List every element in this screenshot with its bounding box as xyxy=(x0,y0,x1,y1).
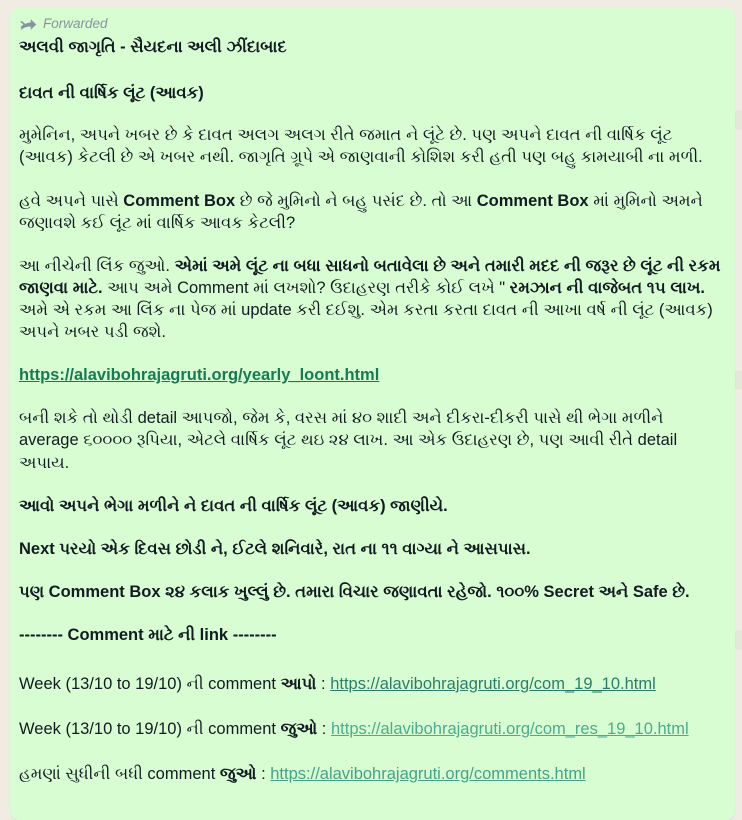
text-run-bold: આપો xyxy=(280,675,317,694)
message-heading: દાવત ની વાર્ષિક લૂંટ (આવક) xyxy=(19,84,204,103)
all-comments-link[interactable]: https://alavibohrajagruti.org/comments.html xyxy=(270,765,586,784)
text-run-bold: જુઓ xyxy=(219,765,257,784)
forwarded-label: Forwarded xyxy=(43,16,108,31)
paragraph-comment-box-open: પણ Comment Box ૨૪ કલાક ખુલ્લું છે. તમારા વિચાર જણાવતા રહેજો. ૧૦૦% Secret અને Safe છે. xyxy=(19,582,690,601)
text-run-bold: એમાં અમે લૂંટ ના બધા સાધનો બતાવેલા છે અને તમારી મદદ ની જરૂર છે લૂંટ ની રકમ જાણવા માટે. xyxy=(19,256,721,297)
paragraph-call-to-action: આવો અપને ભેગા મળીને ને દાવત ની વાર્ષિક લૂંટ (આવક) જાણીયે. xyxy=(19,496,448,515)
text-run-bold: રમઝાન ની વાજેબત ૧૫ લાખ. xyxy=(509,278,705,297)
week-comment-view-row xyxy=(19,718,724,740)
text-run: આ નીચેની લિંક જુઓ. xyxy=(19,256,175,275)
text-run: Week (13/10 to 19/10) ની comment xyxy=(19,720,281,739)
paragraph-link-explain xyxy=(19,255,724,343)
paragraph-detail-example: બની શકે તો થોડી detail આપજો, જેમ કે, વરસ માં ૪૦ શાદી અને દીકરા-દીકરી પાસે થી ભેગા મળીને average ૬૦૦૦૦ રૂપિયા, એટલે વાર્ષિક લૂંટ થઇ ૨૪ લાખ. આ એક ઉદાહરણ છે, પણ આવી રીતે detail અપાય. xyxy=(19,409,678,472)
text-run-bold: જુઓ xyxy=(280,720,318,739)
text-run: : xyxy=(256,765,271,784)
text-run: હમણાં સુધીની બધી comment xyxy=(19,765,220,784)
text-run: છે જે મુમિનો ને બહુ પસંદ છે. તો આ xyxy=(235,191,477,210)
text-run: હવે અપને પાસે xyxy=(19,191,124,210)
comment-links-divider: -------- Comment માટે ની link -------- xyxy=(19,625,277,644)
text-run: Week (13/10 to 19/10) ની comment xyxy=(19,675,281,694)
text-run-bold: Comment Box xyxy=(123,191,236,210)
paragraph-next-schedule: Next પરયો એક દિવસ છોડી ને, ઈટલે શનિવારે, રાત ના ૧૧ વાગ્યા ને આસપાસ. xyxy=(19,539,531,558)
week-comment-view-link[interactable]: https://alavibohrajagruti.org/com_res_19_10.html xyxy=(330,720,689,739)
text-run: માં મુમિનો અમને જણાવશે કઈ લૂંટ માં વાર્ષિક આવક કેટલી? xyxy=(19,191,703,232)
text-run: આપ અમે Comment માં લખશો? ઉદાહરણ તરીકે કોઈ લખે " xyxy=(102,278,510,297)
message-title: અલવી જાગૃતિ - સૈયદના અલી ઝીંદાબાદ xyxy=(19,38,287,57)
text-run: : xyxy=(316,675,331,694)
forward-double-arrow-icon xyxy=(19,18,38,31)
text-run: અમે એ રકમ આ લિંક ના પેજ માં update કરી દઈશુ. એમ કરતા કરતા દાવત ની આખા વર્ષ ની લૂંટ (આવક) અપને ખબર પડી જશે. xyxy=(19,300,713,342)
paragraph-intro: મુમેનિન, અપને ખબર છે કે દાવત અલગ અલગ રીતે જમાત ને લૂંટે છે. પણ અપને દાવત ની વાર્ષિક લૂંટ (આવક) કેટલી છે એ ખબર નથી. જાગૃતિ ગ્રૂપે એ જાણવાની કોશિશ કરી હતી પણ બહુ કામયાબી ના મળી. xyxy=(19,126,703,167)
forwarded-row xyxy=(19,15,724,33)
week-comment-give-row xyxy=(19,673,724,695)
paragraph-main-link xyxy=(19,364,724,386)
yearly-loont-link[interactable]: https://alavibohrajagruti.org/yearly_loont.html xyxy=(19,366,380,385)
text-run-bold: Comment Box xyxy=(476,191,589,210)
all-comments-row xyxy=(19,763,724,785)
paragraph-comment-box xyxy=(19,190,724,234)
message-bubble xyxy=(10,8,735,820)
week-comment-give-link[interactable]: https://alavibohrajagruti.org/com_19_10.html xyxy=(330,675,656,694)
text-run: : xyxy=(317,720,331,739)
